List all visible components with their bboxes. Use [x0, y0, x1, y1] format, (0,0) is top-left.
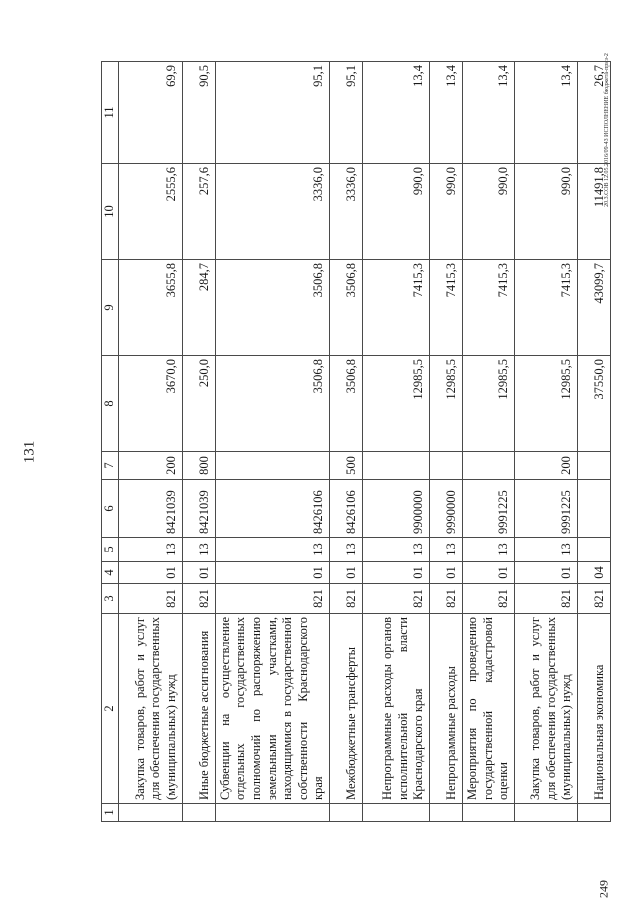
- cell-col-11: 13,4: [514, 62, 577, 164]
- cell-col-11: 13,4: [363, 62, 430, 164]
- table-row: [430, 62, 463, 822]
- header-cell: 8: [102, 356, 119, 452]
- cell-admin-code: 821: [118, 584, 182, 614]
- footer-number: 249: [596, 880, 611, 898]
- cell-target-article: 9991225: [514, 480, 577, 538]
- header-cell: 2: [102, 614, 119, 804]
- cell-admin-code: 821: [514, 584, 577, 614]
- row-name: Иные бюджетные ассигнования: [182, 614, 215, 804]
- row-name: Субвенции на осуществление отдельных государственных полномочий по распоряжению земельными участками, находящимися в государственной собственности Краснодарского края: [215, 614, 329, 804]
- cell-col-8: 37550,0: [577, 356, 610, 452]
- cell-expense-type: 200: [514, 452, 577, 480]
- header-cell: 9: [102, 260, 119, 356]
- cell-col-10: 11491,8: [577, 164, 610, 260]
- cell-target-article: 9990000: [430, 480, 463, 538]
- row-name: Непрограммные расходы: [430, 614, 463, 804]
- cell-expense-type: [430, 452, 463, 480]
- cell-col-9: 7415,3: [430, 260, 463, 356]
- header-cell: 6: [102, 480, 119, 538]
- cell-section: 01: [363, 562, 430, 584]
- cell-section: 01: [463, 562, 515, 584]
- cell-col-8: 12985,5: [363, 356, 430, 452]
- table-row: [215, 62, 329, 822]
- cell-col-11: 90,5: [182, 62, 215, 164]
- cell-section: 01: [514, 562, 577, 584]
- cell-col-9: 3506,8: [215, 260, 329, 356]
- cell-subsection: 13: [182, 538, 215, 562]
- header-cell: 3: [102, 584, 119, 614]
- row-name: Закупка товаров, работ и услуг для обеспечения государственных (муниципальных) нужд: [118, 614, 182, 804]
- cell-col-8: 250,0: [182, 356, 215, 452]
- cell-target-article: 8421039: [118, 480, 182, 538]
- cell-col-8: 3506,8: [215, 356, 329, 452]
- cell-subsection: 13: [330, 538, 363, 562]
- cell-expense-type: 800: [182, 452, 215, 480]
- table-row: [577, 62, 610, 822]
- row-index-cell: [430, 804, 463, 822]
- cell-subsection: 13: [118, 538, 182, 562]
- cell-admin-code: 821: [463, 584, 515, 614]
- cell-expense-type: [577, 452, 610, 480]
- cell-subsection: [577, 538, 610, 562]
- cell-expense-type: [363, 452, 430, 480]
- row-index-cell: [363, 804, 430, 822]
- row-index-cell: [215, 804, 329, 822]
- cell-admin-code: 821: [182, 584, 215, 614]
- budget-table: [101, 61, 611, 822]
- cell-col-10: 3336,0: [330, 164, 363, 260]
- cell-col-9: 284,7: [182, 260, 215, 356]
- cell-col-11: 26,7: [577, 62, 610, 164]
- row-name: Закупка товаров, работ и услуг для обеспечения государственных (муниципальных) нужд: [514, 614, 577, 804]
- cell-col-8: 12985,5: [514, 356, 577, 452]
- cell-col-9: 43099,7: [577, 260, 610, 356]
- cell-col-9: 7415,3: [463, 260, 515, 356]
- cell-col-10: 990,0: [430, 164, 463, 260]
- table-row: [363, 62, 430, 822]
- cell-admin-code: 821: [330, 584, 363, 614]
- table-row: [182, 62, 215, 822]
- cell-col-10: 990,0: [363, 164, 430, 260]
- cell-subsection: 13: [463, 538, 515, 562]
- cell-col-10: 257,6: [182, 164, 215, 260]
- cell-col-10: 990,0: [514, 164, 577, 260]
- cell-col-10: 2555,6: [118, 164, 182, 260]
- cell-expense-type: [215, 452, 329, 480]
- cell-col-9: 7415,3: [363, 260, 430, 356]
- row-index-cell: [118, 804, 182, 822]
- cell-col-9: 7415,3: [514, 260, 577, 356]
- row-index-cell: [577, 804, 610, 822]
- cell-admin-code: 821: [363, 584, 430, 614]
- row-name: Непрограммные расходы органов исполнительной власти Краснодарского края: [363, 614, 430, 804]
- cell-col-8: 12985,5: [430, 356, 463, 452]
- row-index-cell: [514, 804, 577, 822]
- cell-target-article: 8421039: [182, 480, 215, 538]
- cell-section: 04: [577, 562, 610, 584]
- cell-target-article: 8426106: [330, 480, 363, 538]
- cell-col-11: 13,4: [430, 62, 463, 164]
- header-cell: 5: [102, 538, 119, 562]
- table-row: [463, 62, 515, 822]
- cell-subsection: 13: [430, 538, 463, 562]
- header-cell: 7: [102, 452, 119, 480]
- header-cell: 1: [102, 804, 119, 822]
- file-reference: 20.3.COB 12.05.2016/09-43 ИСПОЛНЕНИЕ бюджета-приз-2: [604, 53, 610, 207]
- table-row: [118, 62, 182, 822]
- cell-target-article: 9900000: [363, 480, 430, 538]
- cell-subsection: 13: [215, 538, 329, 562]
- cell-col-10: 990,0: [463, 164, 515, 260]
- header-cell: 10: [102, 164, 119, 260]
- row-name: Межбюджетные трансферты: [330, 614, 363, 804]
- row-index-cell: [182, 804, 215, 822]
- header-cell: 11: [102, 62, 119, 164]
- cell-expense-type: [463, 452, 515, 480]
- cell-col-11: 13,4: [463, 62, 515, 164]
- cell-col-8: 3506,8: [330, 356, 363, 452]
- cell-col-8: 3670,0: [118, 356, 182, 452]
- cell-expense-type: 500: [330, 452, 363, 480]
- cell-col-10: 3336,0: [215, 164, 329, 260]
- cell-expense-type: 200: [118, 452, 182, 480]
- cell-section: 01: [430, 562, 463, 584]
- header-cell: 4: [102, 562, 119, 584]
- cell-admin-code: 821: [215, 584, 329, 614]
- cell-subsection: 13: [363, 538, 430, 562]
- row-index-cell: [463, 804, 515, 822]
- row-name: Мероприятия по проведению государственной кадастровой оценки: [463, 614, 515, 804]
- cell-section: 01: [118, 562, 182, 584]
- cell-admin-code: 821: [577, 584, 610, 614]
- page-number: 131: [21, 440, 38, 464]
- rotated-table-container: [101, 62, 607, 822]
- table-row: [330, 62, 363, 822]
- cell-col-9: 3655,8: [118, 260, 182, 356]
- cell-col-8: 12985,5: [463, 356, 515, 452]
- cell-target-article: 9991225: [463, 480, 515, 538]
- row-name: Национальная экономика: [577, 614, 610, 804]
- cell-subsection: 13: [514, 538, 577, 562]
- cell-section: 01: [215, 562, 329, 584]
- table-row: [514, 62, 577, 822]
- cell-col-9: 3506,8: [330, 260, 363, 356]
- cell-section: 01: [182, 562, 215, 584]
- cell-target-article: [577, 480, 610, 538]
- cell-section: 01: [330, 562, 363, 584]
- row-index-cell: [330, 804, 363, 822]
- cell-col-11: 69,9: [118, 62, 182, 164]
- header-row: [102, 62, 119, 822]
- cell-col-11: 95,1: [215, 62, 329, 164]
- cell-col-11: 95,1: [330, 62, 363, 164]
- cell-admin-code: 821: [430, 584, 463, 614]
- cell-target-article: 8426106: [215, 480, 329, 538]
